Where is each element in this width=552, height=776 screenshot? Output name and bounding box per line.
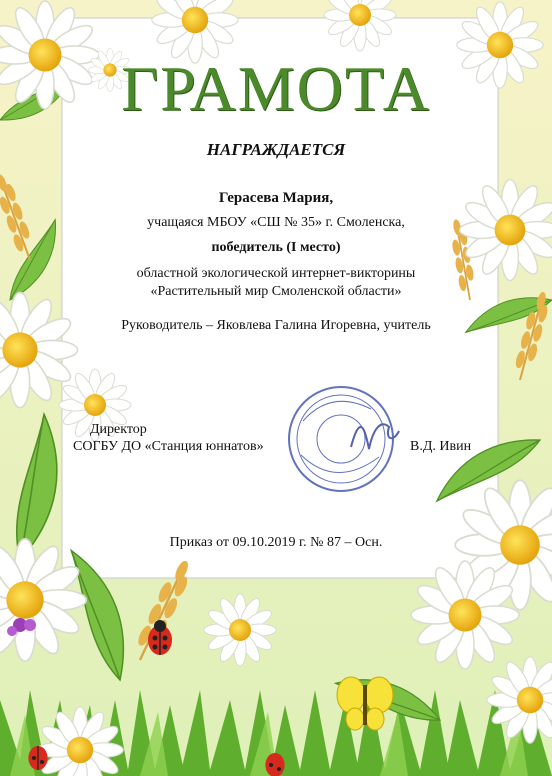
recipient-school: учащаяся МБОУ «СШ № 35» г. Смоленска, (147, 215, 405, 230)
awarded-heading: НАГРАЖДАЕТСЯ (206, 140, 346, 159)
director-title: Директор (90, 422, 147, 437)
supervisor-line: Руководитель – Яковлева Галина Игоревна, учитель (121, 318, 431, 333)
event-line-2: «Растительный мир Смоленской области» (150, 284, 402, 299)
order-line: Приказ от 09.10.2019 г. № 87 – Осн. (169, 535, 383, 550)
place-label: победитель (I место) (211, 240, 341, 255)
organization-name: СОГБУ ДО «Станция юннатов» (73, 439, 264, 454)
recipient-name: Герасева Мария, (218, 190, 334, 206)
director-name: В.Д. Ивин (410, 439, 472, 454)
event-line-1: областной экологической интернет-викторины (136, 266, 416, 281)
certificate-title: ГРАМОТА (121, 53, 431, 124)
